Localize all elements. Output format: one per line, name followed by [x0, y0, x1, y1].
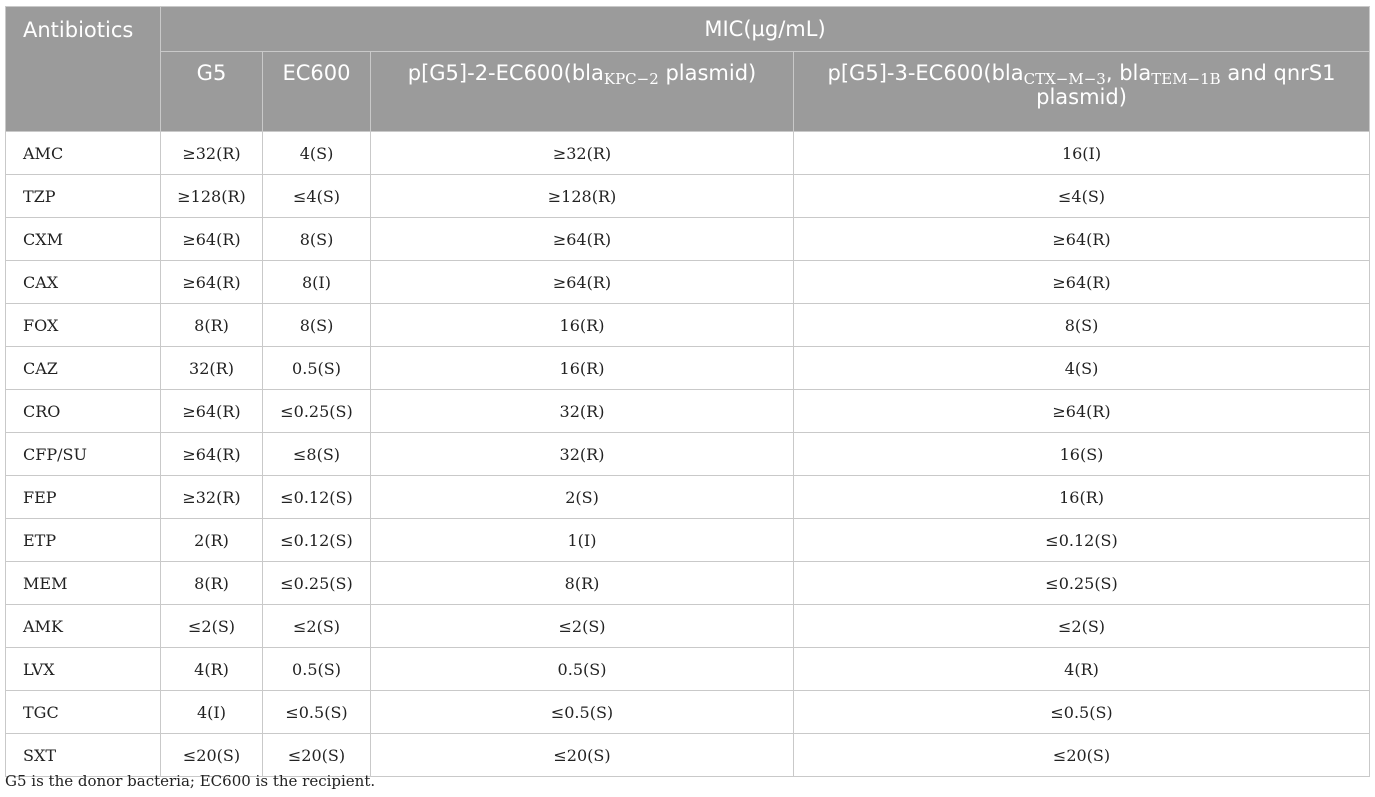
mic-cell-p2: 32(R)	[371, 390, 794, 433]
mic-cell-g5: ≥64(R)	[161, 261, 263, 304]
mic-cell-ec600: ≤0.12(S)	[263, 519, 371, 562]
table-row	[6, 390, 1370, 433]
mic-cell-ec600: ≤2(S)	[263, 605, 371, 648]
antibiotic-name-cell: CAX	[6, 261, 161, 304]
table-row	[6, 476, 1370, 519]
table-footnote: G5 is the donor bacteria; EC600 is the recipient.	[5, 772, 376, 790]
header-p2-transconjugant	[371, 52, 794, 132]
mic-cell-g5: ≤2(S)	[161, 605, 263, 648]
table-row	[6, 519, 1370, 562]
antibiotic-name-cell: LVX	[6, 648, 161, 691]
antibiotic-name-cell: ETP	[6, 519, 161, 562]
header-p3-mid: , bla	[1105, 61, 1152, 85]
table-header	[6, 7, 1370, 132]
mic-cell-g5: 32(R)	[161, 347, 263, 390]
header-ec600: EC600	[263, 52, 371, 132]
header-p2-gene-subscript: KPC−2	[603, 70, 659, 88]
header-mic-group: MIC(µg/mL)	[161, 7, 1370, 52]
mic-table	[5, 6, 1370, 777]
mic-cell-p3: 16(S)	[794, 433, 1370, 476]
mic-cell-p3: ≤0.25(S)	[794, 562, 1370, 605]
table-row	[6, 648, 1370, 691]
mic-cell-g5: ≥64(R)	[161, 218, 263, 261]
table-row	[6, 218, 1370, 261]
mic-cell-g5: 2(R)	[161, 519, 263, 562]
mic-cell-g5: 8(R)	[161, 562, 263, 605]
table-body	[6, 132, 1370, 777]
mic-cell-ec600: 8(S)	[263, 304, 371, 347]
mic-cell-p3: ≤0.12(S)	[794, 519, 1370, 562]
mic-cell-p2: ≤20(S)	[371, 734, 794, 777]
mic-cell-ec600: 0.5(S)	[263, 648, 371, 691]
mic-cell-p3: ≤20(S)	[794, 734, 1370, 777]
mic-cell-p2: 8(R)	[371, 562, 794, 605]
header-antibiotics: Antibiotics	[6, 7, 161, 132]
antibiotic-name-cell: MEM	[6, 562, 161, 605]
mic-cell-p2: ≥32(R)	[371, 132, 794, 175]
mic-cell-p2: ≤2(S)	[371, 605, 794, 648]
antibiotic-name-cell: TGC	[6, 691, 161, 734]
mic-cell-g5: 4(R)	[161, 648, 263, 691]
antibiotic-name-cell: AMK	[6, 605, 161, 648]
mic-cell-p3: ≤0.5(S)	[794, 691, 1370, 734]
table-row	[6, 175, 1370, 218]
mic-cell-p3: 16(I)	[794, 132, 1370, 175]
mic-cell-p2: ≤0.5(S)	[371, 691, 794, 734]
mic-cell-ec600: ≤4(S)	[263, 175, 371, 218]
mic-cell-p2: 32(R)	[371, 433, 794, 476]
mic-cell-ec600: 0.5(S)	[263, 347, 371, 390]
table-row	[6, 562, 1370, 605]
mic-cell-p2: ≥128(R)	[371, 175, 794, 218]
mic-cell-ec600: ≤0.25(S)	[263, 562, 371, 605]
mic-cell-g5: ≥128(R)	[161, 175, 263, 218]
table-row	[6, 304, 1370, 347]
antibiotic-name-cell: TZP	[6, 175, 161, 218]
mic-table-container	[5, 6, 1369, 777]
header-p2-prefix: p[G5]-2-EC600(bla	[407, 61, 604, 85]
header-p3-prefix: p[G5]-3-EC600(bla	[827, 61, 1024, 85]
table-row	[6, 261, 1370, 304]
mic-cell-ec600: ≤20(S)	[263, 734, 371, 777]
antibiotic-name-cell: FEP	[6, 476, 161, 519]
mic-cell-p3: 4(S)	[794, 347, 1370, 390]
antibiotic-name-cell: CFP/SU	[6, 433, 161, 476]
table-row	[6, 347, 1370, 390]
antibiotic-name-cell: CAZ	[6, 347, 161, 390]
antibiotic-name-cell: FOX	[6, 304, 161, 347]
antibiotic-name-cell: AMC	[6, 132, 161, 175]
mic-cell-p2: 2(S)	[371, 476, 794, 519]
mic-cell-p2: 16(R)	[371, 304, 794, 347]
mic-cell-g5: ≥64(R)	[161, 390, 263, 433]
mic-cell-ec600: ≤0.12(S)	[263, 476, 371, 519]
antibiotic-name-cell: CRO	[6, 390, 161, 433]
mic-cell-p2: 1(I)	[371, 519, 794, 562]
mic-cell-g5: ≤20(S)	[161, 734, 263, 777]
mic-cell-p2: ≥64(R)	[371, 261, 794, 304]
table-row	[6, 132, 1370, 175]
mic-cell-p3: ≤4(S)	[794, 175, 1370, 218]
mic-cell-p2: 16(R)	[371, 347, 794, 390]
header-p3-gene-subscript-2: TEM−1B	[1151, 70, 1221, 88]
mic-cell-ec600: 8(S)	[263, 218, 371, 261]
mic-cell-ec600: ≤8(S)	[263, 433, 371, 476]
table-row	[6, 605, 1370, 648]
header-p3-transconjugant	[794, 52, 1370, 132]
mic-cell-p3: 16(R)	[794, 476, 1370, 519]
antibiotic-name-cell: SXT	[6, 734, 161, 777]
mic-cell-ec600: ≤0.25(S)	[263, 390, 371, 433]
mic-cell-p2: 0.5(S)	[371, 648, 794, 691]
header-p2-suffix: plasmid)	[658, 61, 757, 85]
header-p3-suffix: and qnrS1 plasmid)	[1036, 61, 1336, 109]
mic-cell-g5: ≥32(R)	[161, 476, 263, 519]
header-g5: G5	[161, 52, 263, 132]
mic-cell-ec600: 4(S)	[263, 132, 371, 175]
mic-cell-g5: ≥64(R)	[161, 433, 263, 476]
table-row	[6, 433, 1370, 476]
header-p3-gene-subscript-1: CTX−M−3	[1023, 70, 1106, 88]
antibiotic-name-cell: CXM	[6, 218, 161, 261]
mic-cell-p3: 8(S)	[794, 304, 1370, 347]
mic-cell-p3: ≥64(R)	[794, 261, 1370, 304]
mic-cell-ec600: ≤0.5(S)	[263, 691, 371, 734]
mic-cell-p3: ≥64(R)	[794, 218, 1370, 261]
table-row	[6, 734, 1370, 777]
table-row	[6, 691, 1370, 734]
mic-cell-p3: 4(R)	[794, 648, 1370, 691]
mic-cell-g5: 8(R)	[161, 304, 263, 347]
mic-cell-p3: ≥64(R)	[794, 390, 1370, 433]
mic-cell-p3: ≤2(S)	[794, 605, 1370, 648]
mic-cell-p2: ≥64(R)	[371, 218, 794, 261]
mic-cell-g5: ≥32(R)	[161, 132, 263, 175]
mic-cell-g5: 4(I)	[161, 691, 263, 734]
mic-cell-ec600: 8(I)	[263, 261, 371, 304]
